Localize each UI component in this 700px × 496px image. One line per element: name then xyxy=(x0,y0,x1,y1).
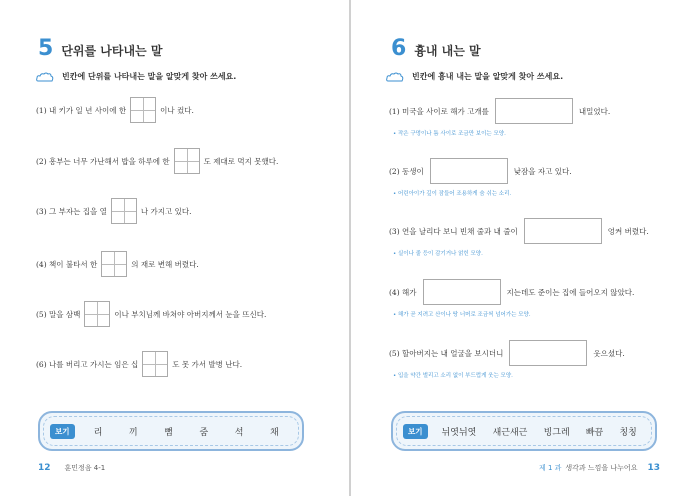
page-number: 13 xyxy=(647,463,660,473)
section-title: 흉내 내는 말 xyxy=(414,44,481,58)
left-page xyxy=(0,0,349,496)
question-text: (2) 흥부는 너무 가난해서 밥을 하루에 한 xyxy=(36,156,170,166)
answer-box[interactable] xyxy=(524,218,602,244)
answer-box[interactable] xyxy=(495,98,573,124)
word-bank-item: 빙그레 xyxy=(543,427,570,438)
page-footer xyxy=(38,463,105,473)
footer-text: 생각과 느낌을 나누어요 xyxy=(565,464,638,472)
instruction-text: 빈칸에 단위를 나타내는 말을 알맞게 찾아 쓰세요. xyxy=(62,72,237,81)
section-title: 단위를 나타내는 말 xyxy=(61,44,163,58)
question-6 xyxy=(36,351,242,377)
footer-lesson: 제 1 과 xyxy=(538,464,562,472)
question-4 xyxy=(389,279,634,305)
hint: • 작은 구멍이나 틈 사이로 조금만 보이는 모양. xyxy=(393,131,506,137)
question-text: 내밀었다. xyxy=(578,106,611,116)
answer-box[interactable] xyxy=(430,158,508,184)
word-bank xyxy=(391,411,657,451)
question-3 xyxy=(36,198,192,224)
answer-box[interactable] xyxy=(423,279,501,305)
hint: • 입을 약간 벌리고 소리 없이 부드럽게 웃는 모양. xyxy=(393,373,513,379)
word-bank-item: 빠끔 xyxy=(585,427,604,438)
word-bank-item: 리 xyxy=(93,427,103,438)
question-text: 낮잠을 자고 있다. xyxy=(513,166,572,176)
question-text: (5) 할아버지는 내 얼굴을 보시더니 xyxy=(389,348,504,358)
question-text: (3) 연을 날리다 보니 빈채 줄과 내 줄이 xyxy=(389,226,518,236)
answer-grid[interactable] xyxy=(130,97,156,123)
question-text: 이나 부치님께 바쳐야 아버지께서 눈을 뜨신다. xyxy=(114,309,267,319)
right-page xyxy=(351,0,700,496)
answer-grid[interactable] xyxy=(84,301,110,327)
question-3 xyxy=(389,218,649,244)
word-bank-item: 뼘 xyxy=(164,427,173,438)
question-text: (4) 해가 xyxy=(389,287,417,297)
answer-grid[interactable] xyxy=(174,148,200,174)
word-bank-item: 뉘엿뉘엿 xyxy=(441,427,477,438)
section-number: 5 xyxy=(38,36,54,61)
question-text: (1) 내 키가 일 년 사이에 한 xyxy=(36,105,127,115)
question-1 xyxy=(36,97,194,123)
page-footer xyxy=(539,463,660,473)
question-1 xyxy=(389,98,610,124)
page-number: 12 xyxy=(38,463,51,473)
word-bank-item: 석 xyxy=(234,427,244,438)
answer-grid[interactable] xyxy=(101,251,127,277)
word-bank-words xyxy=(434,425,646,438)
word-bank-words xyxy=(81,425,293,438)
question-4 xyxy=(36,251,199,277)
answer-grid[interactable] xyxy=(111,198,137,224)
question-text: 엉켜 버렸다. xyxy=(607,226,649,236)
word-bank-item: 채 xyxy=(270,427,279,438)
question-text: (4) 책이 불타서 한 xyxy=(36,259,98,269)
word-bank-item: 끼 xyxy=(129,427,138,438)
question-text: (3) 그 부자는 집을 열 xyxy=(36,206,107,216)
question-text: 의 재로 변해 버렸다. xyxy=(131,259,199,269)
question-2 xyxy=(36,148,278,174)
answer-grid[interactable] xyxy=(142,351,168,377)
word-bank-item: 칭칭 xyxy=(619,427,637,438)
word-bank-label: 보기 xyxy=(403,424,428,439)
question-text: (6) 나를 버리고 가시는 임은 십 xyxy=(36,359,139,369)
section-number: 6 xyxy=(391,36,407,61)
section-header xyxy=(38,36,162,61)
question-text: (1) 미국을 사이로 해가 고개를 xyxy=(389,106,489,116)
question-text: 도 제대로 먹지 못했다. xyxy=(203,156,279,166)
question-text: (5) 말을 삼백 xyxy=(36,309,81,319)
hint: • 어린아이가 깊이 잠들어 조용하게 숨 쉬는 소리. xyxy=(393,191,512,197)
question-text: (2) 동생이 xyxy=(389,166,424,176)
instruction xyxy=(36,71,236,82)
section-header xyxy=(391,36,481,61)
hint: • 해가 곧 지려고 산이나 땅 너머로 조금씩 넘어가는 모양. xyxy=(393,312,531,318)
word-bank-item: 줌 xyxy=(199,427,209,438)
instruction xyxy=(386,71,563,82)
question-text: 이나 컸다. xyxy=(160,105,194,115)
question-text: 도 못 가서 발병 난다. xyxy=(172,359,243,369)
question-text: 웃으셨다. xyxy=(593,348,625,358)
hint: • 실이나 줄 등이 감기거나 얽힌 모양. xyxy=(393,251,483,257)
question-text: 지는데도 준이는 집에 들어오지 않았다. xyxy=(506,287,635,297)
question-5 xyxy=(389,340,625,366)
question-text: 나 가지고 있다. xyxy=(140,206,192,216)
cloud-icon xyxy=(386,72,404,82)
cloud-icon xyxy=(36,72,54,82)
word-bank xyxy=(38,411,304,451)
footer-text: 훈민정음 4-1 xyxy=(64,464,106,472)
word-bank-item: 새근새근 xyxy=(492,427,528,438)
answer-box[interactable] xyxy=(509,340,587,366)
question-5 xyxy=(36,301,266,327)
word-bank-label: 보기 xyxy=(50,424,75,439)
question-2 xyxy=(389,158,572,184)
instruction-text: 빈칸에 흉내 내는 말을 알맞게 찾아 쓰세요. xyxy=(412,72,564,81)
